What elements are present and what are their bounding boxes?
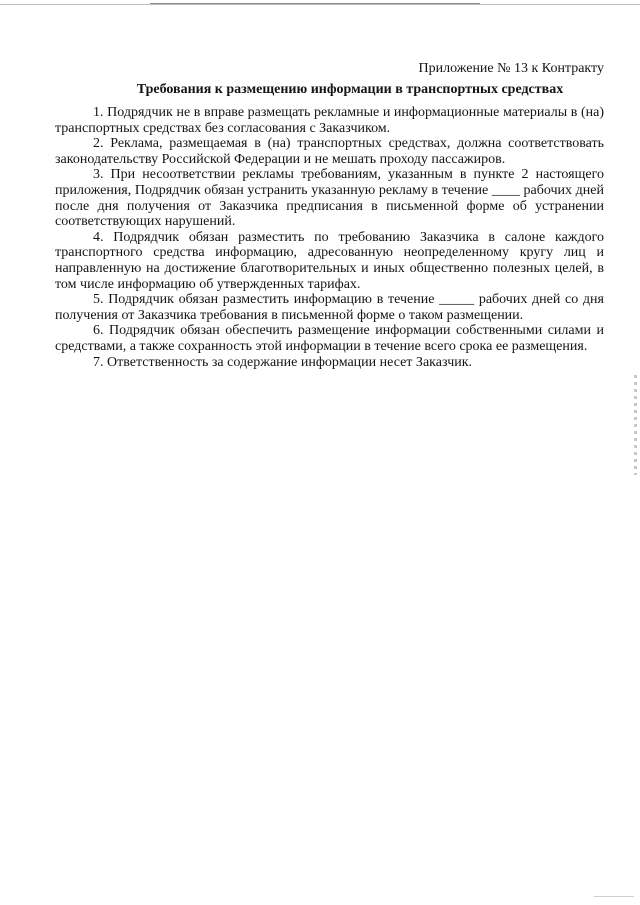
document-body	[55, 105, 604, 370]
corner-scan-mark	[594, 896, 634, 897]
paragraph-2: 2. Реклама, размещаемая в (на) транспортных средствах, должна соответствовать законодательству Российской Федерации и не мешать проходу пассажиров.	[55, 136, 604, 167]
paragraph-5: 5. Подрядчик обязан разместить информацию в течение _____ рабочих дней со дня получения от Заказчика требования в письменной форме о таком размещении.	[55, 292, 604, 323]
paragraph-3: 3. При несоответствии рекламы требованиям, указанным в пункте 2 настоящего приложения, Подрядчик обязан устранить указанную рекламу в течение ____ рабочих дней после дня получения от Заказчика предписания в письменной форме об устранении соответствующих нарушений.	[55, 167, 604, 230]
scan-top-rule	[0, 4, 640, 5]
paragraph-4: 4. Подрядчик обязан разместить по требованию Заказчика в салоне каждого транспортного средства информацию, адресованную неопределенному кругу лиц и направленную на достижение благотворительных и иных общественно полезных целей, в том числе информацию об утвержденных тарифах.	[55, 229, 604, 292]
paragraph-6: 6. Подрядчик обязан обеспечить размещение информации собственными силами и средствами, а также сохранность этой информации в течение всего срока ее размещения.	[55, 323, 604, 354]
appendix-label: Приложение № 13 к Контракту	[418, 61, 604, 76]
document-title: Требования к размещению информации в транспортных средствах	[136, 82, 564, 97]
scan-top-rule-dark	[150, 3, 480, 4]
paragraph-1: 1. Подрядчик не в вправе размещать рекламные и информационные материалы в (на) транспортных средствах без согласования с Заказчиком.	[55, 105, 604, 136]
margin-stamp-mark	[634, 375, 637, 475]
paragraph-7: 7. Ответственность за содержание информации несет Заказчик.	[93, 354, 473, 370]
